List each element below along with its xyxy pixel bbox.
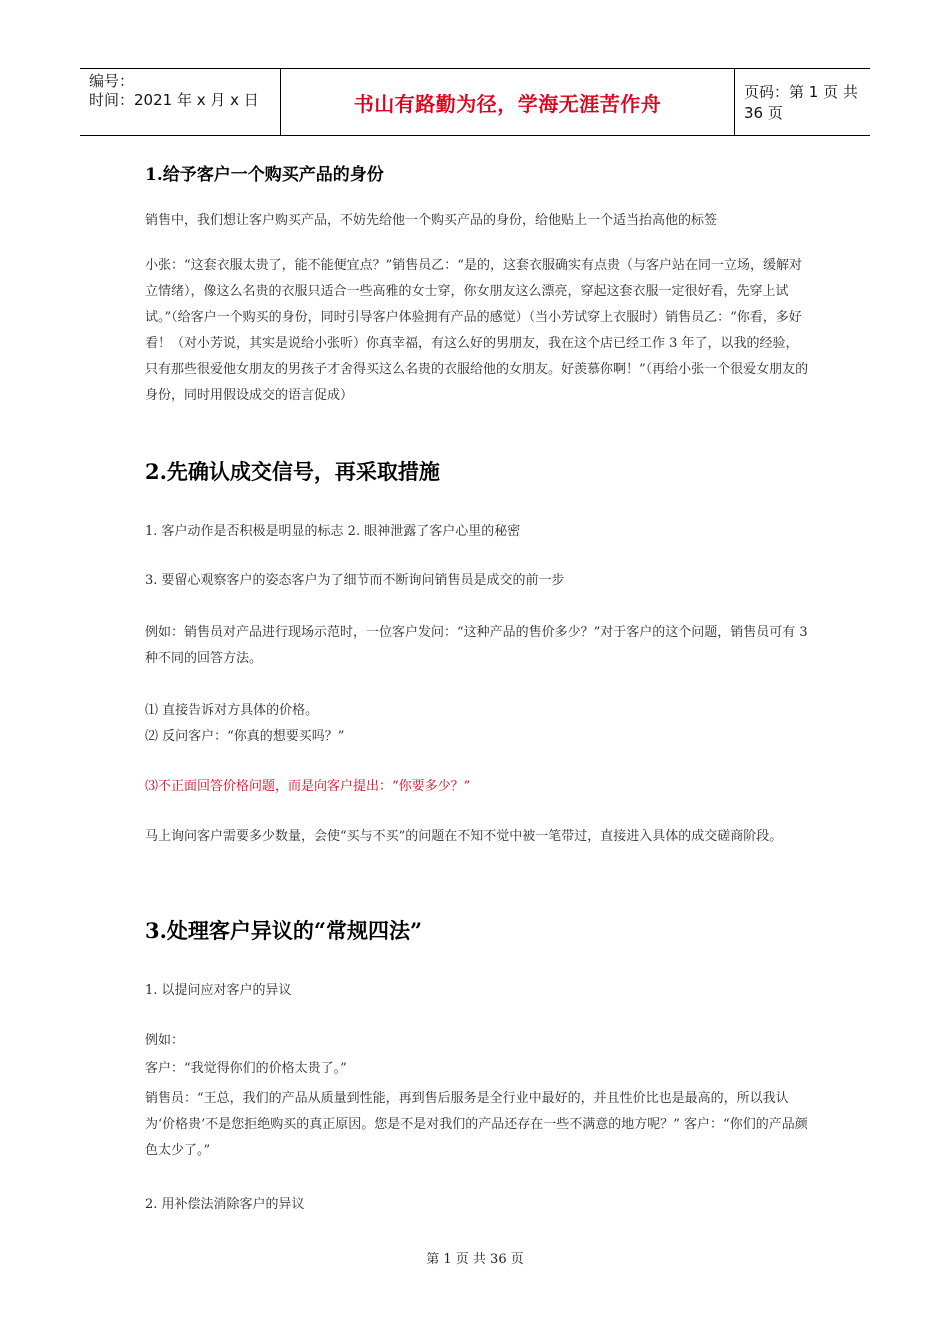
section-3-example-customer: 客户：“我觉得你们的价格太贵了。” [145, 1061, 347, 1076]
section-3-point-2: 2. 用补偿法消除客户的异议 [145, 1197, 305, 1212]
section-1-title: 1.给予客户一个购买产品的身份 [145, 165, 384, 185]
section-2-point-1-2: 1. 客户动作是否积极是明显的标志 2. 眼神泄露了客户心里的秘密 [145, 524, 521, 539]
section-1-intro: 销售中，我们想让客户购买产品，不妨先给他一个购买产品的身份，给他贴上一个适当抬高他的标签 [145, 213, 718, 228]
section-2-point-3: 3. 要留心观察客户的姿态客户为了细节而不断询问销售员是成交的前一步 [145, 573, 565, 588]
header-number-label: 编号： [89, 72, 135, 90]
section-2-example: 例如：销售员对产品进行现场示范时，一位客户发问：“这种产品的售价多少？”对于客户的这个问题，销售员可有 3 种不同的回答方法。 [145, 625, 808, 666]
section-3-example-sales: 销售员：“王总，我们的产品从质量到性能，再到售后服务是全行业中最好的，并且性价比也是最高的，所以我认为‘价格贵’不是您拒绝购买的真正原因。您是不是对我们的产品还存在一些不满意的地方呢？” 客户：“你们的产品颜色太少了。” [145, 1091, 808, 1158]
header-motto: 书山有路勤为径，学海无涯苦作舟 [281, 69, 735, 135]
section-1-dialogue: 小张：“这套衣服太贵了，能不能便宜点？”销售员乙：“是的，这套衣服确实有点贵（与客户站在同一立场，缓解对立情绪），像这么名贵的衣服只适合一些高雅的女士穿，你女朋友这么漂亮，穿起这套衣服一定很好看，先穿上试试。”（给客户一个购买的身份，同时引导客户体验拥有产品的感觉）（当小芳试穿上衣服时）销售员乙：“你看，多好看！（对小芳说，其实是说给小张听）你真幸福，有这么好的男朋友，我在这个店已经工作 3 年了，以我的经验，只有那些很爱他女朋友的男孩子才舍得买这么名贵的衣服给他的女朋友。好羡慕你啊！”（再给小张一个很爱女朋友的身份，同时用假设成交的语言促成） [145, 258, 809, 403]
section-3-example-label: 例如： [145, 1033, 185, 1048]
section-2-option-2: ⑵ 反问客户：“你真的想要买吗？” [145, 729, 345, 744]
section-2-title: 2.先确认成交信号，再采取措施 [145, 459, 440, 484]
header-meta [80, 69, 281, 135]
header-page-info: 页码：第 1 页 共 36 页 [744, 83, 858, 122]
header-time-label: 时间：2021 年 x 月 x 日 [89, 91, 259, 109]
section-2-option-1: ⑴ 直接告诉对方具体的价格。 [145, 703, 319, 718]
section-3-title: 3.处理客户异议的“常规四法” [145, 918, 423, 943]
page-header [80, 68, 870, 136]
page-footer: 第 1 页 共 36 页 [426, 1252, 524, 1267]
section-2-option-3: ⑶不正面回答价格问题，而是向客户提出：“你要多少？” [145, 779, 471, 794]
section-3-point-1: 1. 以提问应对客户的异议 [145, 983, 292, 998]
section-2-conclusion: 马上询问客户需要多少数量，会使“买与不买”的问题在不知不觉中被一笔带过，直接进入具体的成交磋商阶段。 [145, 829, 783, 844]
